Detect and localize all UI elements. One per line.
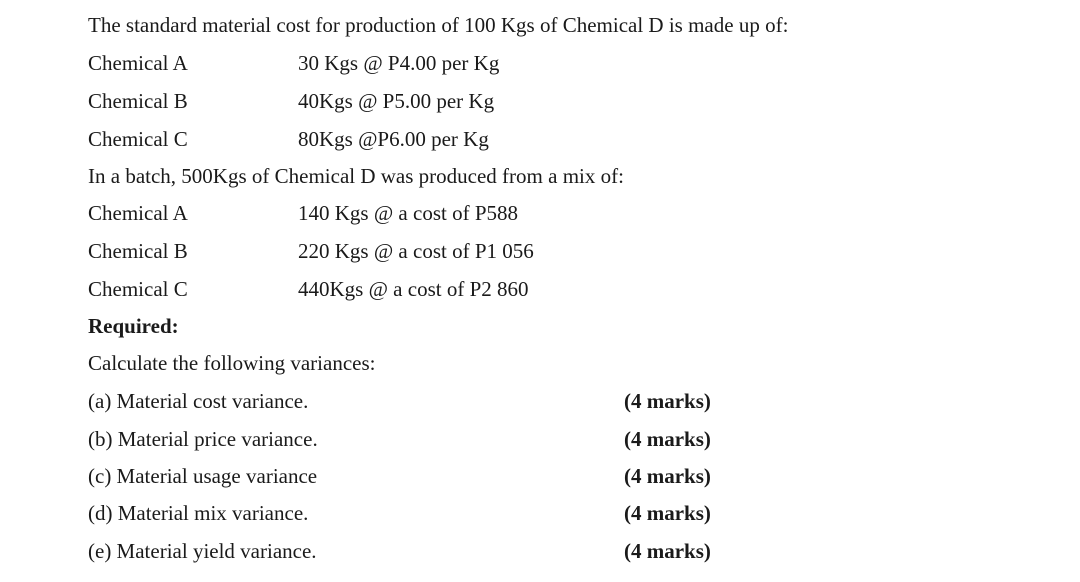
chemical-detail: 30 Kgs @ P4.00 per Kg (298, 51, 500, 75)
batch-intro-text: In a batch, 500Kgs of Chemical D was produced from a mix of: (88, 164, 624, 188)
chemical-name: Chemical B (88, 89, 188, 113)
question-text: (d) Material mix variance. (88, 501, 309, 525)
question-text: (a) Material cost variance. (88, 389, 309, 413)
actual-mix-row (88, 198, 988, 228)
standard-mix-row (88, 86, 988, 116)
question-marks: (4 marks) (624, 389, 711, 413)
instruction-text: Calculate the following variances: (88, 351, 376, 375)
question-marks: (4 marks) (624, 539, 711, 563)
chemical-name: Chemical A (88, 51, 188, 75)
chemical-name: Chemical C (88, 127, 188, 151)
question-text: (c) Material usage variance (88, 464, 318, 488)
question-row (88, 424, 728, 454)
required-heading: Required: (88, 314, 179, 338)
standard-mix-row (88, 48, 988, 78)
chemical-name: Chemical C (88, 277, 188, 301)
chemical-name: Chemical A (88, 201, 188, 225)
chemical-detail: 140 Kgs @ a cost of P588 (298, 201, 518, 225)
chemical-detail: 440Kgs @ a cost of P2 860 (298, 277, 529, 301)
actual-mix-row (88, 274, 988, 304)
actual-mix-row (88, 236, 988, 266)
question-marks: (4 marks) (624, 427, 711, 451)
intro-text: The standard material cost for production of 100 Kgs of Chemical D is made up of: (88, 13, 789, 37)
chemical-detail: 80Kgs @P6.00 per Kg (298, 127, 489, 151)
question-text: (e) Material yield variance. (88, 539, 317, 563)
question-marks: (4 marks) (624, 501, 711, 525)
question-text: (b) Material price variance. (88, 427, 318, 451)
question-row (88, 498, 728, 528)
chemical-name: Chemical B (88, 239, 188, 263)
question-row (88, 461, 728, 491)
question-row (88, 536, 728, 566)
question-marks: (4 marks) (624, 464, 711, 488)
chemical-detail: 40Kgs @ P5.00 per Kg (298, 89, 495, 113)
standard-mix-row (88, 124, 988, 154)
chemical-detail: 220 Kgs @ a cost of P1 056 (298, 239, 534, 263)
question-row (88, 386, 728, 416)
